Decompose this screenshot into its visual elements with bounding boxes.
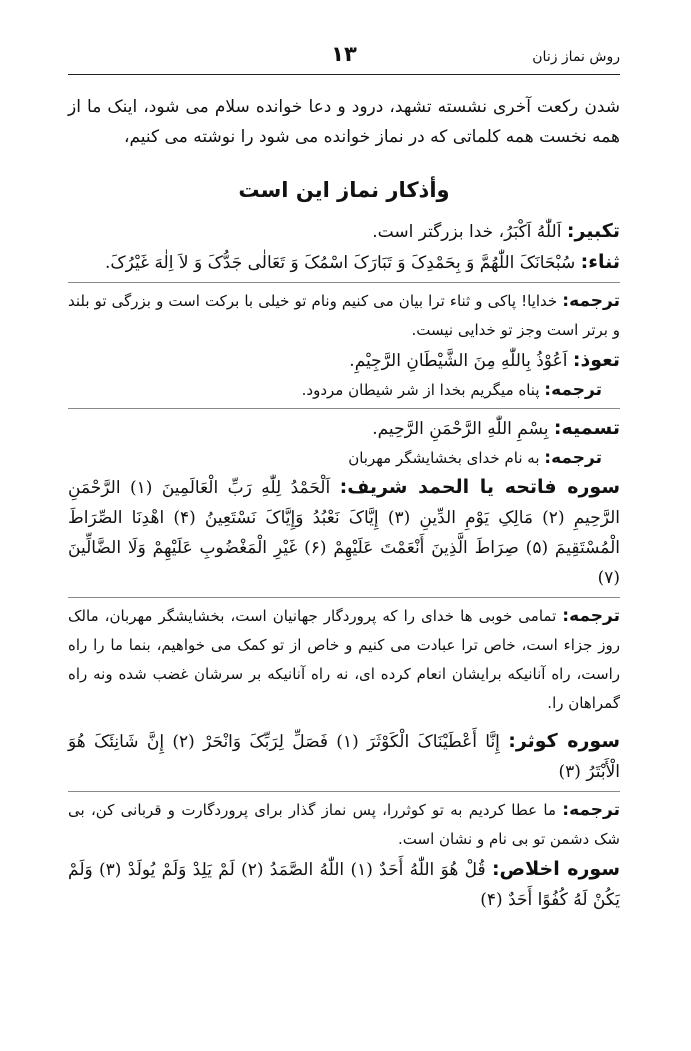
ikhlas-label: سوره اخلاص: — [491, 858, 621, 880]
translation-text: خدایا! پاکی و ثناء ترا بیان می کنیم ونام تو خیلی با برکت است و بزرگی تو بلند و برتر است وجز تو خدایی نیست. — [68, 292, 620, 339]
thana-translation — [68, 287, 620, 345]
thana-arabic: سُبْحَانَکَ اللّٰهُمَّ وَ بِحَمْدِکَ وَ تَبَارَکَ اسْمُکَ وَ تَعَالٰی جَدُّکَ وَ لاَ اِلٰهَ غَیْرُکَ. — [105, 253, 576, 273]
page-number: ۱۳ — [331, 42, 357, 66]
kawthar-label: سوره کوثر: — [508, 730, 620, 752]
translation-text: ما عطا کردیم به تو کوثررا، پس نماز گذار برای پروردگارت و قربانی کن، بی شک دشمن تو بی نام و نشان است. — [68, 801, 620, 848]
tasmiya-translation — [68, 444, 620, 472]
fatiha-label: سوره فاتحه یا الحمد شریف: — [339, 476, 621, 498]
book-title: روش نماز زنان — [532, 49, 620, 65]
kawthar-translation — [68, 796, 620, 854]
divider — [68, 791, 620, 792]
thana-entry — [68, 247, 620, 278]
divider — [68, 282, 620, 283]
tasmiya-label: تسمیه: — [553, 417, 620, 439]
taawwudh-label: تعوذ: — [572, 349, 620, 371]
taawwudh-entry — [68, 345, 620, 376]
kawthar-arabic: إِنَّا أَعْطَیْنَاکَ الْکَوْثَرَ (۱) فَصَلِّ لِرَبِّکَ وَانْحَرْ (۲) إِنَّ شَانِئَکَ هُوَ الْأَبْتَرُ (۳) — [68, 732, 620, 782]
ikhlas-entry — [68, 854, 620, 915]
kawthar-entry — [68, 726, 620, 787]
intro-paragraph: شدن رکعت آخری نشسته تشهد، درود و دعا خوانده سلام می شود، اینک ما از همه نخست همه کلماتی که در نماز خوانده می شود را نوشته می کنیم، — [68, 97, 620, 147]
page-body — [68, 92, 620, 915]
takbir-text: خدا بزرگتر است. — [372, 222, 494, 242]
translation-label: ترجمه: — [562, 606, 620, 626]
translation-label: ترجمه: — [544, 380, 602, 400]
translation-label: ترجمه: — [544, 448, 602, 468]
fatiha-entry — [68, 472, 620, 593]
thana-label: ثناء: — [580, 251, 620, 273]
takbir-entry — [68, 216, 620, 247]
translation-label: ترجمه: — [562, 291, 620, 311]
ikhlas-arabic: قُلْ هُوَ اللّٰهُ أَحَدٌ (۱) اللّٰهُ الصَّمَدُ (۲) لَمْ یَلِدْ وَلَمْ یُولَدْ (۳) وَلَمْ یَکُنْ لَهُ کُفُوًا أَحَدٌ (۴) — [68, 860, 620, 910]
takbir-label: تکبیر: — [566, 220, 620, 242]
running-header — [68, 40, 620, 75]
translation-label: ترجمه: — [562, 800, 620, 820]
section-heading: وأذکار نماز این است — [238, 178, 450, 202]
translation-text: به نام خدای بخشایشگر مهربان — [348, 449, 540, 467]
tasmiya-arabic: بِسْمِ اللّٰهِ الرَّحْمَنِ الرَّحِیم. — [372, 419, 549, 439]
taawwudh-arabic: اَعُوْذُ بِاللّٰهِ مِنَ الشَّیْطَانِ الرَّجِیْمِ. — [349, 351, 568, 371]
translation-text: تمامی خوبی ها خدای را که پروردگار جهانیان است، بخشایشگر مهربان، مالک روز جزاء است، خاص ترا عبادت می کنیم و خاص از تو کمک می خواهیم، بنما ما را راه راست، راه آنانیکه برایشان انعام کرده ای، نه راه آنانیکه بر سرشان غضب شده ونه راه گمراهان را. — [68, 607, 620, 712]
divider — [68, 408, 620, 409]
taawwudh-translation — [68, 376, 620, 404]
divider — [68, 597, 620, 598]
fatiha-arabic: اَلْحَمْدُ لِلّٰهِ رَبِّ الْعَالَمِینَ (۱) الرَّحْمَنِ الرَّحِیمِ (۲) مَالِکِ یَوْمِ الدِّینِ (۳) إِیَّاکَ نَعْبُدُ وَإِیَّاکَ نَسْتَعِینُ (۴) اهْدِنَا الصِّرَاطَ الْمُسْتَقِیمَ (۵) صِرَاطَ الَّذِینَ أَنْعَمْتَ عَلَیْهِمْ (۶) غَیْرِ الْمَغْضُوبِ عَلَیْهِمْ وَلَا الضَّالِّینَ (۷) — [68, 478, 620, 588]
fatiha-translation — [68, 602, 620, 718]
translation-text: پناه میگریم بخدا از شر شیطان مردود. — [301, 381, 540, 399]
tasmiya-entry — [68, 413, 620, 444]
takbir-arabic: اَللّٰهُ اَکْبَرُ، — [498, 222, 562, 242]
